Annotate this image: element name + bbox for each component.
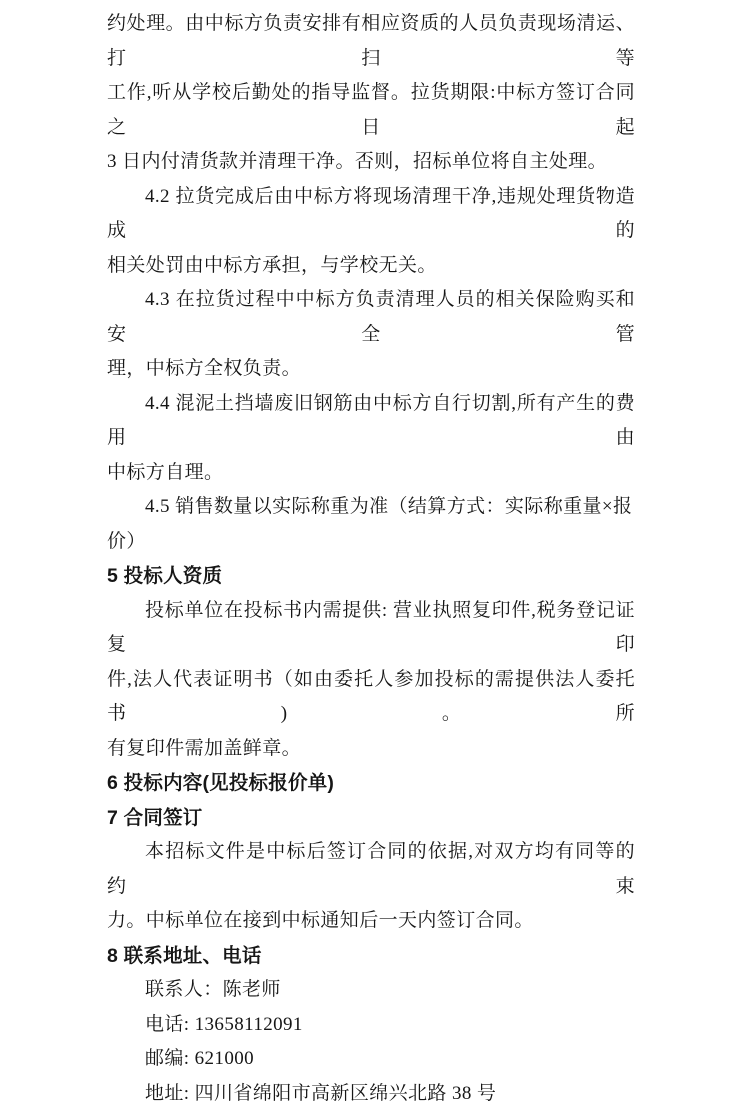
clause-4-4-paragraph — [107, 387, 635, 491]
qualifications-paragraph — [107, 594, 635, 767]
contact-person-text: 联系人：陈老师 — [107, 973, 635, 1008]
paragraph-line: 本招标文件是中标后签订合同的依据,对双方均有同等的约束 — [107, 835, 635, 904]
paragraph-line: 理，中标方全权负责。 — [107, 352, 635, 387]
clause-4-1-continuation-paragraph — [107, 7, 635, 180]
contact-phone-text: 电话: 13658112091 — [107, 1008, 635, 1043]
heading-section-6-bid-content — [107, 766, 635, 801]
paragraph-line: 4.5 销售数量以实际称重为准（结算方式：实际称重量×报价） — [107, 490, 635, 559]
heading-section-7-contract-signing — [107, 801, 635, 836]
paragraph-line: 工作,听从学校后勤处的指导监督。拉货期限:中标方签订合同之日起 — [107, 76, 635, 145]
paragraph-line: 约处理。由中标方负责安排有相应资质的人员负责现场清运、打扫等 — [107, 7, 635, 76]
paragraph-line: 3 日内付清货款并清理干净。否则，招标单位将自主处理。 — [107, 145, 635, 180]
paragraph-line: 相关处罚由中标方承担，与学校无关。 — [107, 249, 635, 284]
contact-phone-line — [107, 1008, 635, 1043]
contact-address-text: 地址: 四川省绵阳市高新区绵兴北路 38 号 — [107, 1077, 635, 1111]
paragraph-line: 件,法人代表证明书（如由委托人参加投标的需提供法人委托书)。所 — [107, 663, 635, 732]
heading-section-8-contact-address-phone — [107, 939, 635, 974]
paragraph-line: 有复印件需加盖鲜章。 — [107, 732, 635, 767]
paragraph-line: 4.2 拉货完成后由中标方将现场清理干净,违规处理货物造成的 — [107, 180, 635, 249]
heading-section-5-bidder-qualifications — [107, 559, 635, 594]
paragraph-line: 投标单位在投标书内需提供: 营业执照复印件,税务登记证复印 — [107, 594, 635, 663]
contact-postcode-text: 邮编: 621000 — [107, 1042, 635, 1077]
contact-person-line — [107, 973, 635, 1008]
contract-paragraph — [107, 835, 635, 939]
heading-text: 5 投标人资质 — [107, 559, 635, 594]
paragraph-line: 中标方自理。 — [107, 456, 635, 491]
heading-text: 8 联系地址、电话 — [107, 939, 635, 974]
heading-text: 6 投标内容(见投标报价单) — [107, 766, 635, 801]
clause-4-5-paragraph — [107, 490, 635, 559]
clause-4-2-paragraph — [107, 180, 635, 284]
paragraph-line: 4.4 混泥土挡墙废旧钢筋由中标方自行切割,所有产生的费用由 — [107, 387, 635, 456]
contact-address-line — [107, 1077, 635, 1111]
clause-4-3-paragraph — [107, 283, 635, 387]
paragraph-line: 力。中标单位在接到中标通知后一天内签订合同。 — [107, 904, 635, 939]
heading-text: 7 合同签订 — [107, 801, 635, 836]
contact-postcode-line — [107, 1042, 635, 1077]
paragraph-line: 4.3 在拉货过程中中标方负责清理人员的相关保险购买和安全管 — [107, 283, 635, 352]
